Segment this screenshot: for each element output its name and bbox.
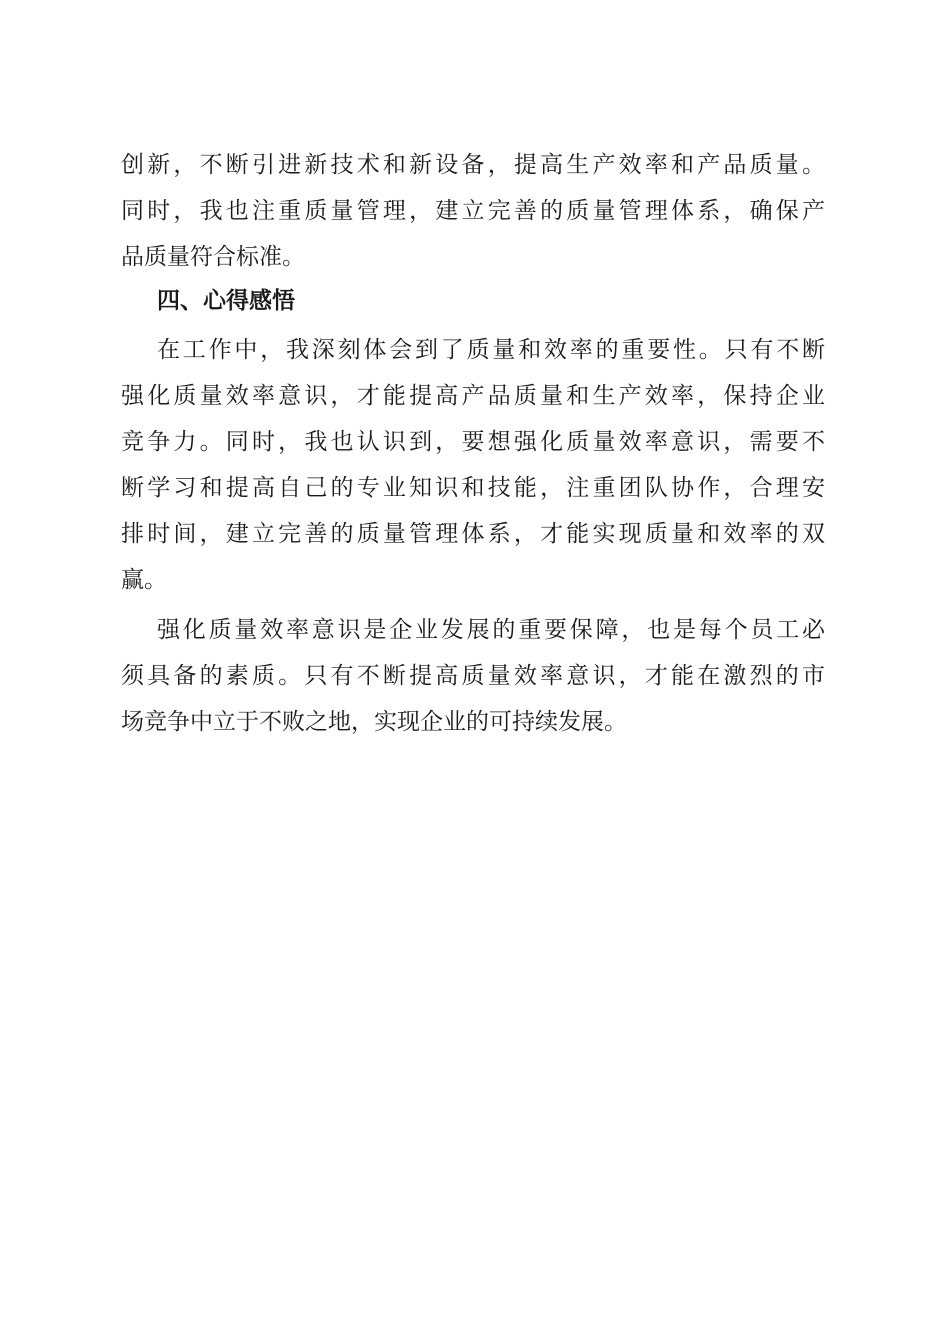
text-line: 竞争力。同时，我也认识到，要想强化质量效率意识，需要不 <box>121 429 825 455</box>
paragraph-reflection <box>121 327 825 603</box>
text-line: 排时间，建立完善的质量管理体系，才能实现质量和效率的双 <box>121 521 825 547</box>
paragraph-conclusion <box>121 607 825 745</box>
text-line: 品质量符合标准。 <box>121 244 305 270</box>
text-line: 场竞争中立于不败之地，实现企业的可持续发展。 <box>121 709 627 735</box>
document-body <box>121 142 825 745</box>
text-line: 强化质量效率意识，才能提高产品质量和生产效率，保持企业 <box>121 383 825 409</box>
text-line: 同时，我也注重质量管理，建立完善的质量管理体系，确保产 <box>121 198 825 224</box>
text-line: 断学习和提高自己的专业知识和技能，注重团队协作，合理安 <box>121 475 825 501</box>
text-line: 强化质量效率意识是企业发展的重要保障，也是每个员工必 <box>157 617 825 643</box>
text-line: 在工作中，我深刻体会到了质量和效率的重要性。只有不断 <box>157 337 825 363</box>
text-line: 须具备的素质。只有不断提高质量效率意识，才能在激烈的市 <box>121 663 825 689</box>
text-line: 赢。 <box>121 567 167 593</box>
paragraph-continuation <box>121 142 825 280</box>
section-heading: 四、心得感悟 <box>157 288 295 314</box>
text-line: 创新，不断引进新技术和新设备，提高生产效率和产品质量。 <box>121 152 825 178</box>
